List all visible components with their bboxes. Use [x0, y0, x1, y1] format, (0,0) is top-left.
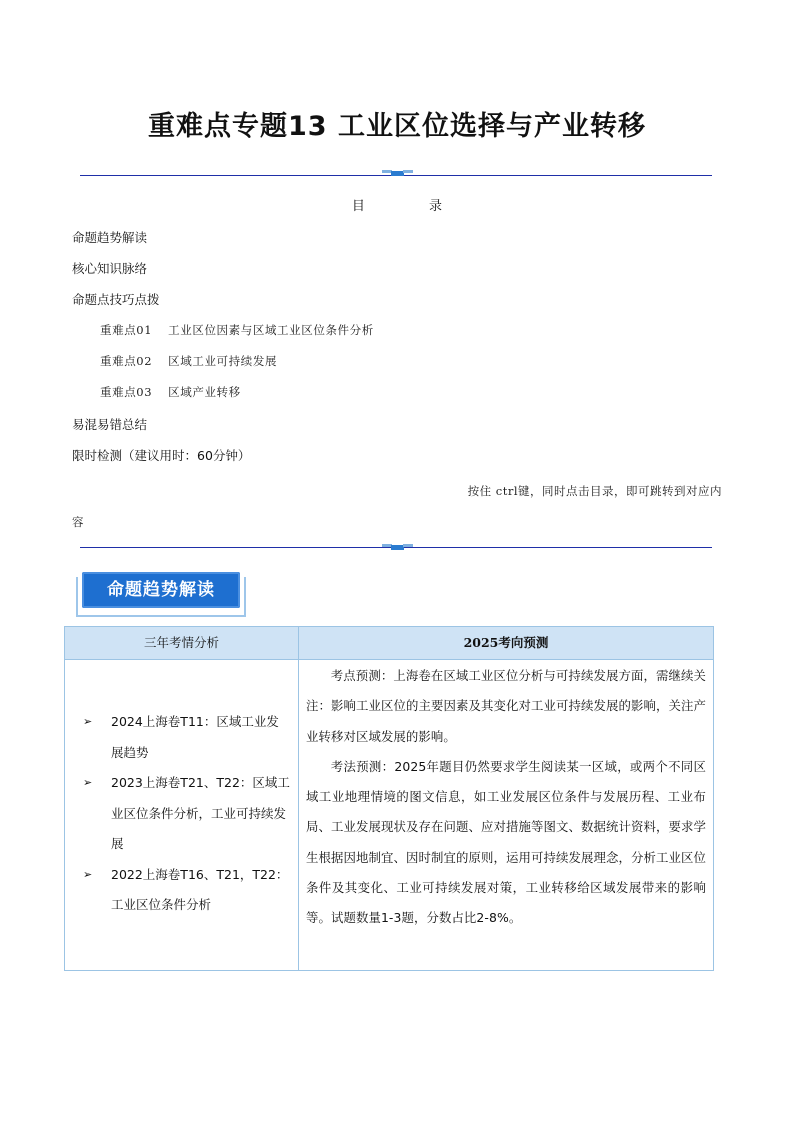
toc-item-test[interactable]: 限时检测（建议用时：60分钟）: [72, 448, 251, 463]
forecast-paragraph: 考点预测：上海卷在区域工业区位分析与可持续发展方面，需继续关注：影响工业区位的主要因素及其变化对工业可持续发展的影响，关注产业转移对区域发展的影响。: [306, 668, 706, 744]
arrow-bullet-icon: ➢: [83, 867, 93, 881]
toc-hint-line1: 按住 ctrl键，同时点击目录，即可跳转到对应内: [467, 484, 722, 498]
toc-item-mistakes[interactable]: 易混易错总结: [72, 417, 148, 432]
divider-ornament: [382, 544, 412, 550]
divider-ornament: [382, 170, 412, 176]
toc-sub-num: 重难点01: [100, 323, 153, 337]
toc-heading: 目 录: [351, 199, 473, 214]
forecast-cell: [306, 661, 706, 934]
arrow-bullet-icon: ➢: [83, 715, 93, 728]
toc-sub-label: 区域产业转移: [168, 385, 241, 399]
toc-hint-line2: 容: [72, 515, 84, 529]
arrow-bullet-icon: ➢: [83, 776, 93, 789]
toc-sub-item-01[interactable]: [100, 322, 374, 338]
toc-item-trend[interactable]: 命题趋势解读: [72, 230, 148, 245]
toc-item-tips[interactable]: 命题点技巧点拨: [72, 292, 160, 307]
toc-sub-num: 重难点03: [100, 385, 153, 399]
toc-sub-item-03[interactable]: [100, 384, 241, 400]
col-header-forecast: 2025考向预测: [463, 635, 549, 650]
toc-item-knowledge[interactable]: 核心知识脉络: [72, 261, 148, 276]
list-item: [81, 768, 291, 860]
exam-entry: 2024上海卷T11：区域工业发展趋势: [111, 714, 279, 760]
toc-sub-num: 重难点02: [100, 354, 153, 368]
exam-list: [81, 707, 291, 921]
toc-sub-label: 区域工业可持续发展: [168, 354, 278, 368]
exam-entry: 2023上海卷T21、T22：区域工业区位条件分析，工业可持续发展: [111, 775, 290, 851]
col-header-analysis: 三年考情分析: [143, 635, 219, 650]
list-item: [81, 860, 291, 921]
toc-sub-item-02[interactable]: [100, 353, 277, 369]
toc-sub-label: 工业区位因素与区域工业区位条件分析: [168, 323, 374, 337]
page-title: 重难点专题13 工业区位选择与产业转移: [148, 111, 646, 142]
exam-entry: 2022上海卷T16、T21，T22：工业区位条件分析: [111, 866, 289, 912]
section-banner-label: 命题趋势解读: [107, 580, 215, 600]
forecast-paragraph: 考法预测：2025年题目仍然要求学生阅读某一区域，或两个不同区域工业地理情境的图文信息，如工业发展区位条件与发展历程、工业布局、工业发展现状及存在问题、应对措施等图文、数据统计资料，要求学生根据因地制宜、因时制宜的原则，运用可持续发展理念，分析工业区位条件及其变化、工业可持续发展对策，工业转移给区域发展带来的影响等。试题数量1-3题，分数占比2-8%。: [306, 758, 706, 926]
toc-hint: [72, 476, 722, 538]
section-banner: [76, 572, 244, 616]
trend-table: [64, 626, 714, 971]
list-item: [81, 707, 291, 768]
